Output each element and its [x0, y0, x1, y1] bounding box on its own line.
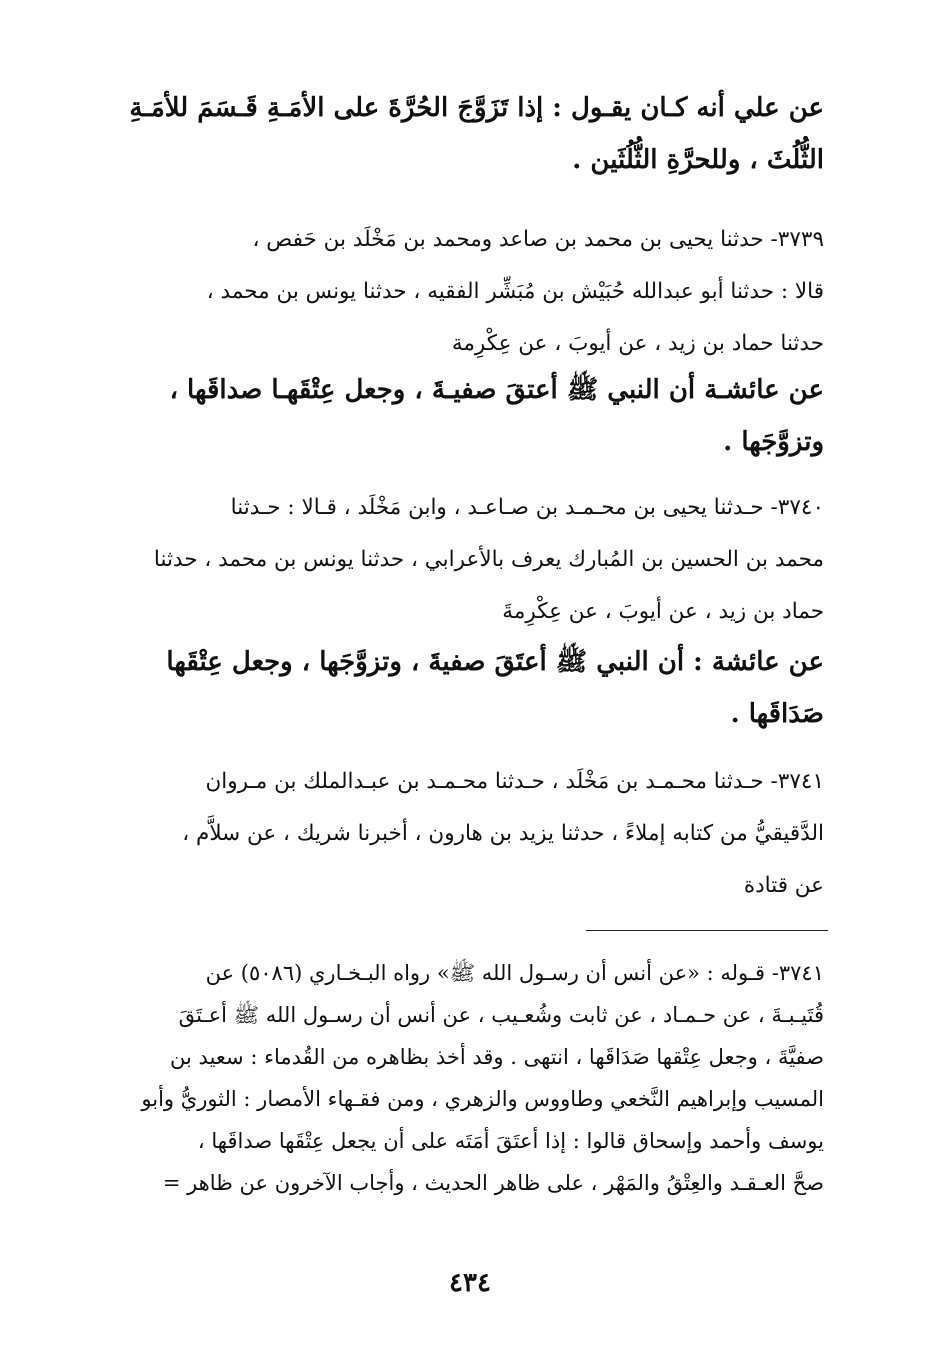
- footnote-line: صفيَّةَ ، وجعل عِتْقها صَدَاقَها ، انتهى . وقد أخذ بظاهره من القُدماء : سعيد بن: [170, 1045, 824, 1069]
- isnad-3740: [112, 482, 824, 638]
- text-line: عن علي أنه كـان يقـول : إذا تَزَوَّجَ الحُرَّةَ على الأمَـةِ قَـسَمَ للأمَـةِ: [129, 93, 824, 123]
- page-number: ٤٣٤: [449, 1268, 491, 1298]
- text-line: حماد بن زيد ، عن أيوبَ ، عن عِكْرِمةَ: [502, 599, 824, 624]
- isnad-3741: [112, 756, 824, 912]
- text-line: حدثنا حماد بن زيد ، عن أيوبَ ، عن عِكْرِمة: [451, 331, 824, 356]
- text-line: قالا : حدثنا أبو عبدالله حُبَيْش بن مُبَشِّر الفقيه ، حدثنا يونس بن محمد ،: [206, 279, 824, 304]
- hadith-text-3740: [112, 636, 824, 740]
- footnote-line: ٣٧٤١- قـوله : «عن أنس أن رسـول الله ﷺ» رواه البـخـاري (٥٠٨٦) عن: [205, 961, 824, 985]
- text-line: ٣٧٣٩- حدثنا يحيى بن محمد بن صاعد ومحمد بن مَخْلَد بن حَفص ،: [252, 227, 824, 252]
- text-line: الثُّلُثَ ، وللحرَّةِ الثُّلُثَين .: [572, 145, 824, 175]
- text-line: عن عائشـة أن النبي ﷺ أعتقَ صفيـةَ ، وجعل عِتْقَهـا صداقَها ،: [169, 375, 824, 405]
- hadith-text-3739: [112, 364, 824, 468]
- text-line: عن قتادة: [743, 873, 824, 898]
- footnote-line: يوسف وأحمد وإسحاق قالوا : إذا أعتَقَ أمَتَه على أن يجعل عِتْقَها صداقَها ،: [197, 1129, 824, 1153]
- text-line: عن عائشة : أن النبي ﷺ أعتَقَ صفيةَ ، وتزوَّجَها ، وجعل عِتْقَها: [166, 647, 824, 677]
- text-line: وتزوَّجَها .: [723, 427, 824, 457]
- hadith-text-1: [112, 82, 824, 186]
- text-line: صَدَاقَها .: [730, 699, 824, 729]
- text-line: الدَّقيقيُّ من كتابه إملاءً ، حدثنا يزيد بن هارون ، أخبرنا شريك ، عن سلاَّم ،: [182, 821, 824, 846]
- footnote-line: قُتَيـبـةَ ، عن حـمـاد ، عن ثابت وشُعـيب ، عن أنس أن رسـول الله ﷺ أعـتَقَ: [178, 1003, 824, 1027]
- footnote-separator: [586, 930, 828, 931]
- text-line: ٣٧٤١- حـدثنا محـمـد بن مَخْلَد ، حـدثنا محـمـد بن عبـدالملك بن مـروان: [205, 769, 824, 794]
- isnad-3739: [112, 214, 824, 370]
- footnote-line: صحَّ العـقـد والعِتْقُ والمَهْر ، على ظاهر الحديث ، وأجاب الآخرون عن ظاهر =: [162, 1171, 824, 1195]
- footnote-line: المسيب وإبراهيم النَّخعي وطاووس والزهري ، ومن فقـهاء الأمصار : الثوريُّ وأبو: [141, 1087, 824, 1111]
- footnote-3741: [112, 952, 824, 1204]
- text-line: ٣٧٤٠- حـدثنا يحيى بن محـمـد بن صـاعـد ، وابن مَخْلَد ، قـالا : حـدثنا: [230, 495, 824, 520]
- text-line: محمد بن الحسين بن المُبارك يعرف بالأعرابي ، حدثنا يونس بن محمد ، حدثنا: [153, 547, 824, 572]
